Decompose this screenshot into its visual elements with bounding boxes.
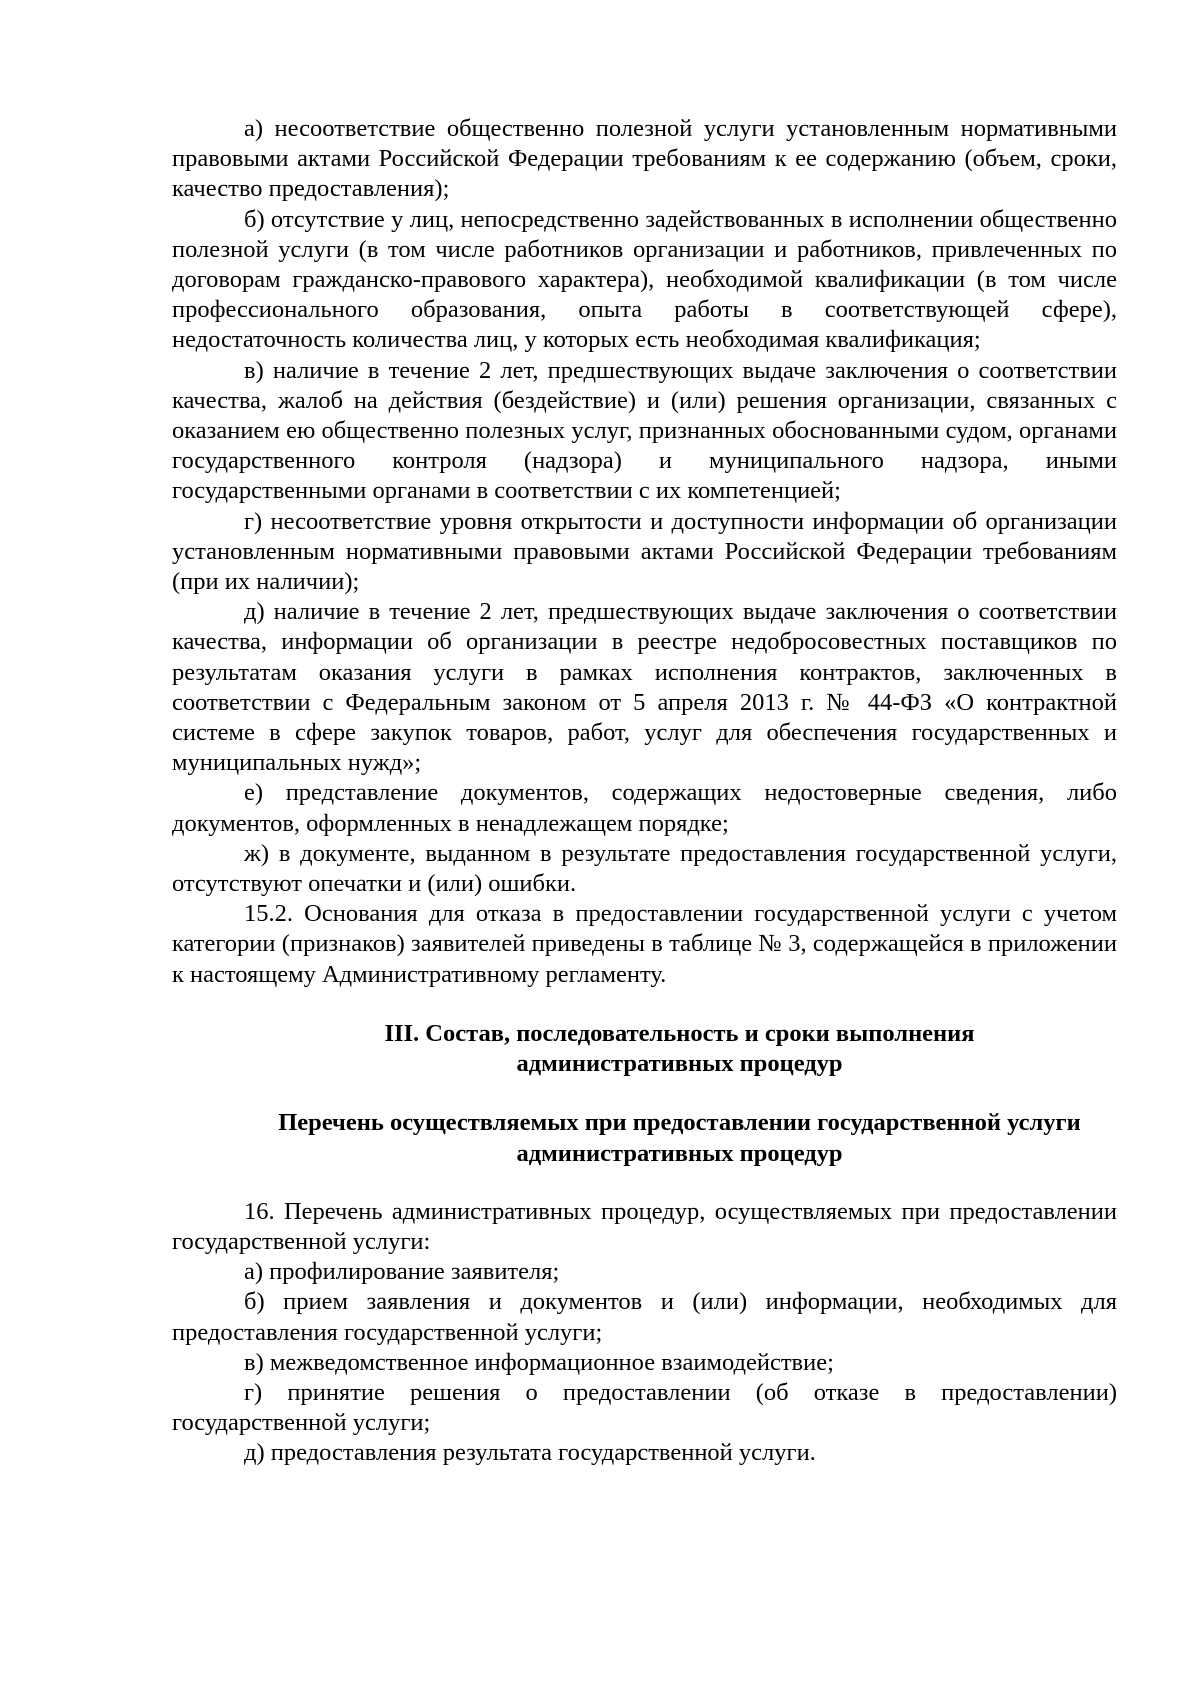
paragraph-item-d: д) наличие в течение 2 лет, предшествующих выдаче заключения о соответствии качества, информации об организации в реестре недобросовестных поставщиков по результатам оказания услуги в рамках исполнения контрактов, заключенных в соответствии с Федеральным законом от 5 апреля 2013 г. № 44-ФЗ «О контрактной системе в сфере закупок товаров, работ, услуг для обеспечения государственных и муниципальных нужд»; <box>172 598 1117 777</box>
subsection-heading-line-2: административных процедур <box>516 1139 843 1167</box>
procedures-list <box>172 1197 1117 1469</box>
procedure-item-b: б) прием заявления и документов и (или) информации, необходимых для предоставления государственной услуги; <box>172 1288 1117 1346</box>
section-heading-line-1: III. Состав, последовательность и сроки выполнения <box>384 1019 975 1047</box>
subsection-heading <box>172 1108 1117 1168</box>
procedure-item-g: г) принятие решения о предоставлении (об отказе в предоставлении) государственной услуги; <box>172 1378 1117 1437</box>
section-heading <box>172 1019 1117 1079</box>
paragraph-item-b: б) отсутствие у лиц, непосредственно задействованных в исполнении общественно полезной услуги (в том числе работников организации и работников, привлеченных по договорам гражданско-правового характера), необходимой квалификации (в том числе профессионального образования, опыта работы в соответствующей сфере), недостаточность количества лиц, у которых есть необходимая квалификация; <box>172 205 1117 354</box>
paragraph-16: 16. Перечень административных процедур, осуществляемых при предоставлении государственной услуги: <box>172 1197 1117 1255</box>
subsection-heading-line-1: Перечень осуществляемых при предоставлении государственной услуги <box>278 1109 1081 1137</box>
section-heading-line-2: административных процедур <box>516 1050 843 1078</box>
paragraph-item-g: г) несоответствие уровня открытости и доступности информации об организации установленным нормативными правовыми актами Российской Федерации требованиям (при их наличии); <box>172 507 1117 596</box>
paragraph-item-zh: ж) в документе, выданном в результате предоставления государственной услуги, отсутствуют опечатки и (или) ошибки. <box>172 839 1117 898</box>
paragraph-item-v: в) наличие в течение 2 лет, предшествующих выдаче заключения о соответствии качества, жалоб на действия (бездействие) и (или) решения организации, связанных с оказанием ею общественно полезных услуг, признанных обоснованными судом, органами государственного контроля (надзора) и муниципального надзора, иными государственными органами в соответствии с их компетенцией; <box>172 356 1117 505</box>
procedure-item-a: а) профилирование заявителя; <box>244 1258 560 1286</box>
procedure-item-v: в) межведомственное информационное взаимодействие; <box>244 1348 834 1376</box>
paragraph-15-2: 15.2. Основания для отказа в предоставлении государственной услуги с учетом категории (признаков) заявителей приведены в таблице № 3, содержащейся в приложении к настоящему Административному регламенту. <box>172 900 1117 988</box>
paragraph-item-a: а) несоответствие общественно полезной услуги установленным нормативными правовыми актами Российской Федерации требованиям к ее содержанию (объем, сроки, качество предоставления); <box>172 115 1117 203</box>
paragraph-item-e: е) представление документов, содержащих недостоверные сведения, либо документов, оформленных в ненадлежащем порядке; <box>172 779 1117 837</box>
procedure-item-d: д) предоставления результата государственной услуги. <box>244 1439 816 1467</box>
document-body <box>172 114 1117 1469</box>
